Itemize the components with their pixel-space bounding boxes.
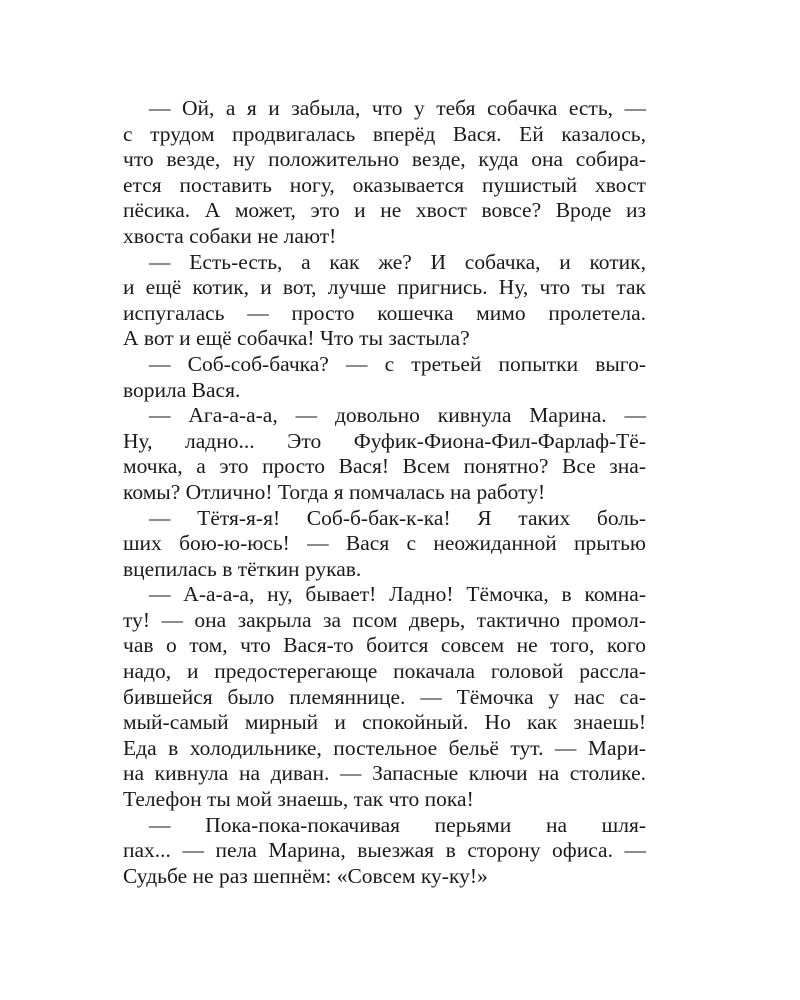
text-line: — Ага-а-а-а, — довольно кивнула Марина. — [149,403,646,428]
text-line: бившейся было племяннице. — Тёмочка у нас са- [123,684,646,709]
text-line: пах... — пела Марина, выезжая в сторону офиса. — [123,838,646,863]
text-line: — Соб-соб-бачка? — с третьей попытки выго- [149,351,646,376]
body-text [123,96,646,889]
text-line: и ещё котик, и вот, лучше пригнись. Ну, что ты так [123,275,646,300]
text-line: чав о том, что Вася-то боится совсем не того, кого [123,633,646,658]
text-line: мочка, а это просто Вася! Всем понятно? Все зна- [123,454,646,479]
text-line: — Есть-есть, а как же? И собачка, и котик, [149,249,646,274]
text-line: — Ой, а я и забыла, что у тебя собачка есть, — [149,96,646,120]
text-line: надо, и предостерегающе покачала головой рассла- [123,659,646,684]
text-line: — Тётя-я-я! Соб-б-бак-к-ка! Я таких боль- [149,505,646,530]
text-line: мый-самый мирный и спокойный. Но как знаешь! [123,710,646,735]
text-line: с трудом продвигалась вперёд Вася. Ей казалось, [123,121,646,146]
text-line: Судьбе не раз шепнём: «Совсем ку-ку!» [123,863,488,888]
text-line: Еда в холодильнике, постельное бельё тут. — Мари- [123,735,646,760]
text-line: Ну, ладно... Это Фуфик-Фиона-Фил-Фарлаф-Тё- [123,428,646,453]
text-line: вцепилась в тёткин рукав. [123,556,362,581]
text-line: А вот и ещё собачка! Что ты застыла? [123,326,470,351]
text-line: Телефон ты мой знаешь, так что пока! [123,787,474,812]
text-line: что везде, ну положительно везде, куда она собира- [123,147,646,172]
text-line: комы? Отлично! Тогда я помчалась на работу! [123,479,546,504]
text-line: хвоста собаки не лают! [123,223,337,248]
text-line: испугалась — просто кошечка мимо пролетела. [123,300,646,325]
text-line: ется поставить ногу, оказывается пушистый хвост [123,172,646,197]
text-line: ворила Вася. [123,377,241,402]
text-line: ших бою-ю-юсь! — Вася с неожиданной прытью [123,531,646,556]
text-line: — А-а-а-а, ну, бывает! Ладно! Тёмочка, в комна- [149,582,646,607]
text-line: — Пока-пока-покачивая перьями на шля- [149,812,646,837]
text-line: ту! — она закрыла за псом дверь, тактично промол- [123,607,646,632]
text-line: пёсика. А может, это и не хвост вовсе? Вроде из [123,198,646,223]
text-line: на кивнула на диван. — Запасные ключи на столике. [123,761,646,786]
